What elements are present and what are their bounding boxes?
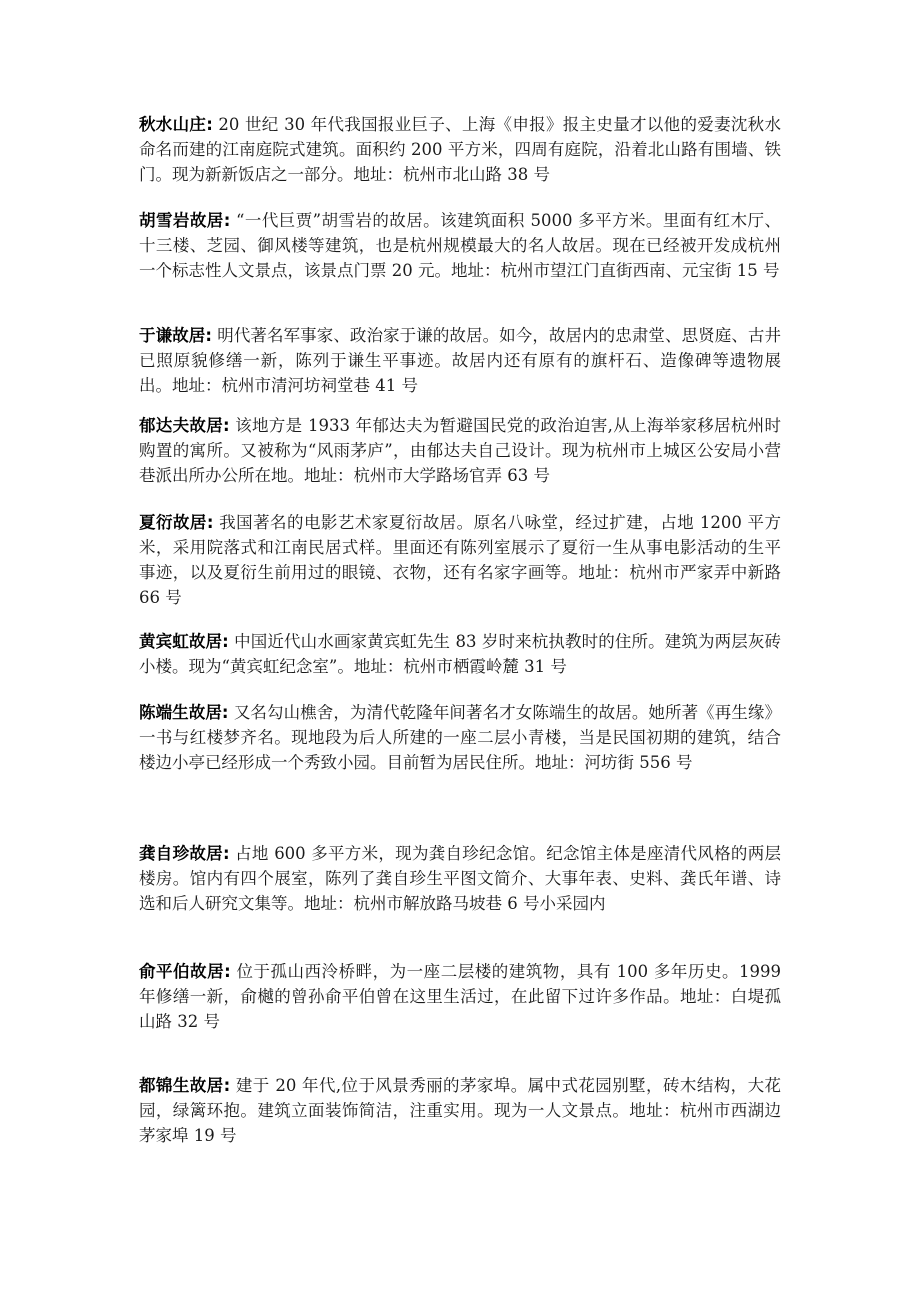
- entry-text: 我国著名的电影艺术家夏衍故居。原名八咏堂，经过扩建，占地 1200 平方米，采用院落式和江南民居式样。里面还有陈列室展示了夏衍一生从事电影活动的生平事迹，以及夏衍生前用过的眼镜、衣物，还有名家字画等。地址：杭州市严家弄中新路 66 号: [139, 513, 781, 607]
- entry-hu-xueyan-residence: [139, 208, 781, 283]
- entry-gong-zizhen-residence: [139, 841, 781, 916]
- entry-text: “一代巨贾”胡雪岩的故居。该建筑面积 5000 多平方米。里面有红木厅、十三楼、芝园、御风楼等建筑，也是杭州规模最大的名人故居。现在已经被开发成杭州一个标志性人文景点，该景点门票 20 元。地址：杭州市望江门直街西南、元宝街 15 号: [139, 211, 781, 280]
- entry-yu-qian-residence: [139, 323, 781, 398]
- entry-text: 建于 20 年代,位于风景秀丽的茅家埠。属中式花园别墅，砖木结构，大花园，绿篱环抱。建筑立面装饰简洁，注重实用。现为一人文景点。地址：杭州市西湖边茅家埠 19 号: [139, 1076, 781, 1145]
- entry-title: 秋水山庄:: [139, 115, 213, 134]
- entry-yu-dafu-residence: [139, 413, 781, 488]
- entry-title: 龚自珍故居:: [139, 844, 230, 863]
- entry-text: 该地方是 1933 年郁达夫为暂避国民党的政治迫害,从上海举家移居杭州时购置的寓所。又被称为“风雨茅庐”，由郁达夫自己设计。现为杭州市上城区公安局小营巷派出所办公所在地。地址：杭州市大学路场官弄 63 号: [139, 416, 781, 485]
- entry-title: 俞平伯故居:: [139, 962, 231, 981]
- entry-title: 陈端生故居:: [139, 703, 229, 722]
- entry-text: 又名勾山樵舍，为清代乾隆年间著名才女陈端生的故居。她所著《再生缘》一书与红楼梦齐名。现地段为后人所建的一座二层小青楼，当是民国初期的建筑，结合楼边小亭已经形成一个秀致小园。目前暂为居民住所。地址：河坊街 556 号: [139, 703, 781, 772]
- entry-title: 郁达夫故居:: [139, 416, 230, 435]
- entry-qiushui-villa: [139, 112, 781, 187]
- entry-text: 20 世纪 30 年代我国报业巨子、上海《申报》报主史量才以他的爱妻沈秋水命名而建的江南庭院式建筑。面积约 200 平方米，四周有庭院，沿着北山路有围墙、铁门。现为新新饭店之一部分。地址：杭州市北山路 38 号: [139, 115, 781, 184]
- entry-title: 黄宾虹故居:: [139, 632, 229, 651]
- entry-text: 明代著名军事家、政治家于谦的故居。如今，故居内的忠肃堂、思贤庭、古井已照原貌修缮一新，陈列于谦生平事迹。故居内还有原有的旗杆石、造像碑等遗物展出。地址：杭州市清河坊祠堂巷 41 号: [139, 326, 781, 395]
- entry-text: 占地 600 多平方米，现为龚自珍纪念馆。纪念馆主体是座清代风格的两层楼房。馆内有四个展室，陈列了龚自珍生平图文简介、大事年表、史料、龚氏年谱、诗选和后人研究文集等。地址：杭州市解放路马坡巷 6 号小采园内: [139, 844, 781, 913]
- entry-text: 中国近代山水画家黄宾虹先生 83 岁时来杭执教时的住所。建筑为两层灰砖小楼。现为“黄宾虹纪念室”。地址：杭州市栖霞岭麓 31 号: [139, 632, 781, 676]
- entry-du-jinsheng-residence: [139, 1073, 781, 1148]
- entry-xia-yan-residence: [139, 510, 781, 610]
- entry-yu-pingbo-residence: [139, 959, 781, 1034]
- entry-chen-duansheng-residence: [139, 700, 781, 775]
- entry-title: 于谦故居:: [139, 326, 212, 345]
- entry-title: 都锦生故居:: [139, 1076, 231, 1095]
- entry-huang-binhong-residence: [139, 629, 781, 679]
- entry-title: 胡雪岩故居:: [139, 211, 231, 230]
- entry-title: 夏衍故居:: [139, 513, 214, 532]
- entry-text: 位于孤山西泠桥畔，为一座二层楼的建筑物，具有 100 多年历史。1999 年修缮一新，俞樾的曾孙俞平伯曾在这里生活过，在此留下过许多作品。地址：白堤孤山路 32 号: [139, 962, 781, 1031]
